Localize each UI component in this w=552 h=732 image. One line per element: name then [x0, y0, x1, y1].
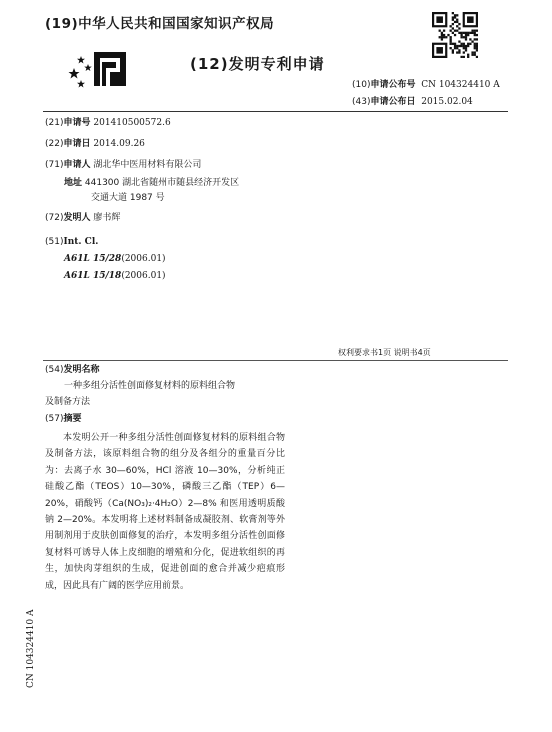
office-header [45, 12, 274, 32]
page-counts: 权利要求书1页 说明书4页 [338, 348, 431, 357]
inventor [45, 212, 120, 224]
class-version: (2006.01) [121, 254, 166, 264]
abstract-label: 摘要 [63, 414, 82, 424]
class-item [64, 270, 166, 282]
int-cl-code: (51) [45, 237, 64, 247]
office-code: (19) [45, 16, 79, 32]
title-code: (54) [45, 365, 64, 375]
application-date [45, 138, 145, 150]
address-line1: 441300 湖北省随州市随县经济开发区 [84, 178, 240, 188]
inventor-value: 廖书辉 [93, 213, 121, 223]
inventor-label: 发明人 [63, 213, 91, 223]
app-no-label: 申请号 [63, 118, 91, 128]
inventor-code: (72) [45, 213, 64, 223]
pub-no-label: 申请公布号 [370, 80, 416, 90]
document-kind [190, 53, 325, 74]
abstract-heading [45, 413, 82, 425]
invention-title-line2: 及制备方法 [45, 397, 91, 407]
class-item [64, 253, 166, 265]
applicant-value: 湖北华中医用材料有限公司 [93, 160, 202, 170]
app-no-value: 201410500572.6 [93, 118, 171, 128]
abstract-code: (57) [45, 414, 64, 424]
address-line2: 交通大道 1987 号 [91, 193, 165, 203]
doc-kind-name: 发明专利申请 [228, 55, 325, 73]
qr-code-icon [432, 12, 478, 58]
doc-kind-code: (12) [190, 55, 229, 73]
abstract-text: 本发明公开一种多组分活性创面修复材料的原料组合物及制备方法，该原料组合物的组分及各组分的重量百分比为：去离子水 30—60%，HCl 溶液 10—30%，分析纯正硅酸乙酯（TEOS）10—30%，磷酸三乙酯（TEP）6—20%，硝酸钙（Ca(NO₃)₂·4H₂O）2—8% 和医用透明质酸钠 2—20%。本发明将上述材料制备成凝胶剂、软膏剂等外用制剂用于皮肤创面修复的治疗，本发明多组分活性创面修复材料可诱导人体上皮细胞的增殖和分化，促进软组织的再生，加快肉芽组织的生成，促进创面的愈合并减少疤痕形成，因此具有广阔的医学应用前景。 [45, 433, 285, 591]
publication-info [352, 79, 500, 108]
side-publication-number: CN 104324410 A [26, 609, 36, 688]
applicant-label: 申请人 [63, 160, 91, 170]
address-label: 地址 [64, 178, 83, 188]
title-heading [45, 364, 100, 376]
office-name: 中华人民共和国国家知识产权局 [78, 16, 275, 32]
pub-date-row [352, 96, 500, 108]
applicant [45, 159, 201, 171]
app-date-code: (22) [45, 139, 64, 149]
class-version: (2006.01) [121, 271, 166, 281]
app-date-label: 申请日 [63, 139, 91, 149]
app-date-value: 2014.09.26 [93, 139, 145, 149]
pub-number-row [352, 79, 500, 91]
pub-no-value: CN 104324410 A [421, 80, 500, 90]
patent-office-logo-icon [68, 46, 130, 92]
applicant-code: (71) [45, 160, 64, 170]
app-no-code: (21) [45, 118, 64, 128]
class-code: A61L 15/28 [64, 254, 122, 264]
pub-date-code: (43) [352, 97, 371, 107]
address [64, 177, 239, 189]
class-code: A61L 15/18 [64, 271, 122, 281]
pub-date-value: 2015.02.04 [421, 97, 473, 107]
abstract-body [45, 430, 285, 594]
title-label: 发明名称 [63, 365, 100, 375]
header-divider [43, 111, 508, 112]
int-cl-label: Int. Cl. [63, 237, 99, 247]
pub-date-label: 申请公布日 [370, 97, 416, 107]
pub-no-code: (10) [352, 80, 371, 90]
int-cl [45, 236, 98, 248]
section-divider [43, 360, 508, 361]
invention-title-line1: 一种多组分活性创面修复材料的原料组合物 [64, 381, 236, 391]
application-number [45, 117, 171, 129]
